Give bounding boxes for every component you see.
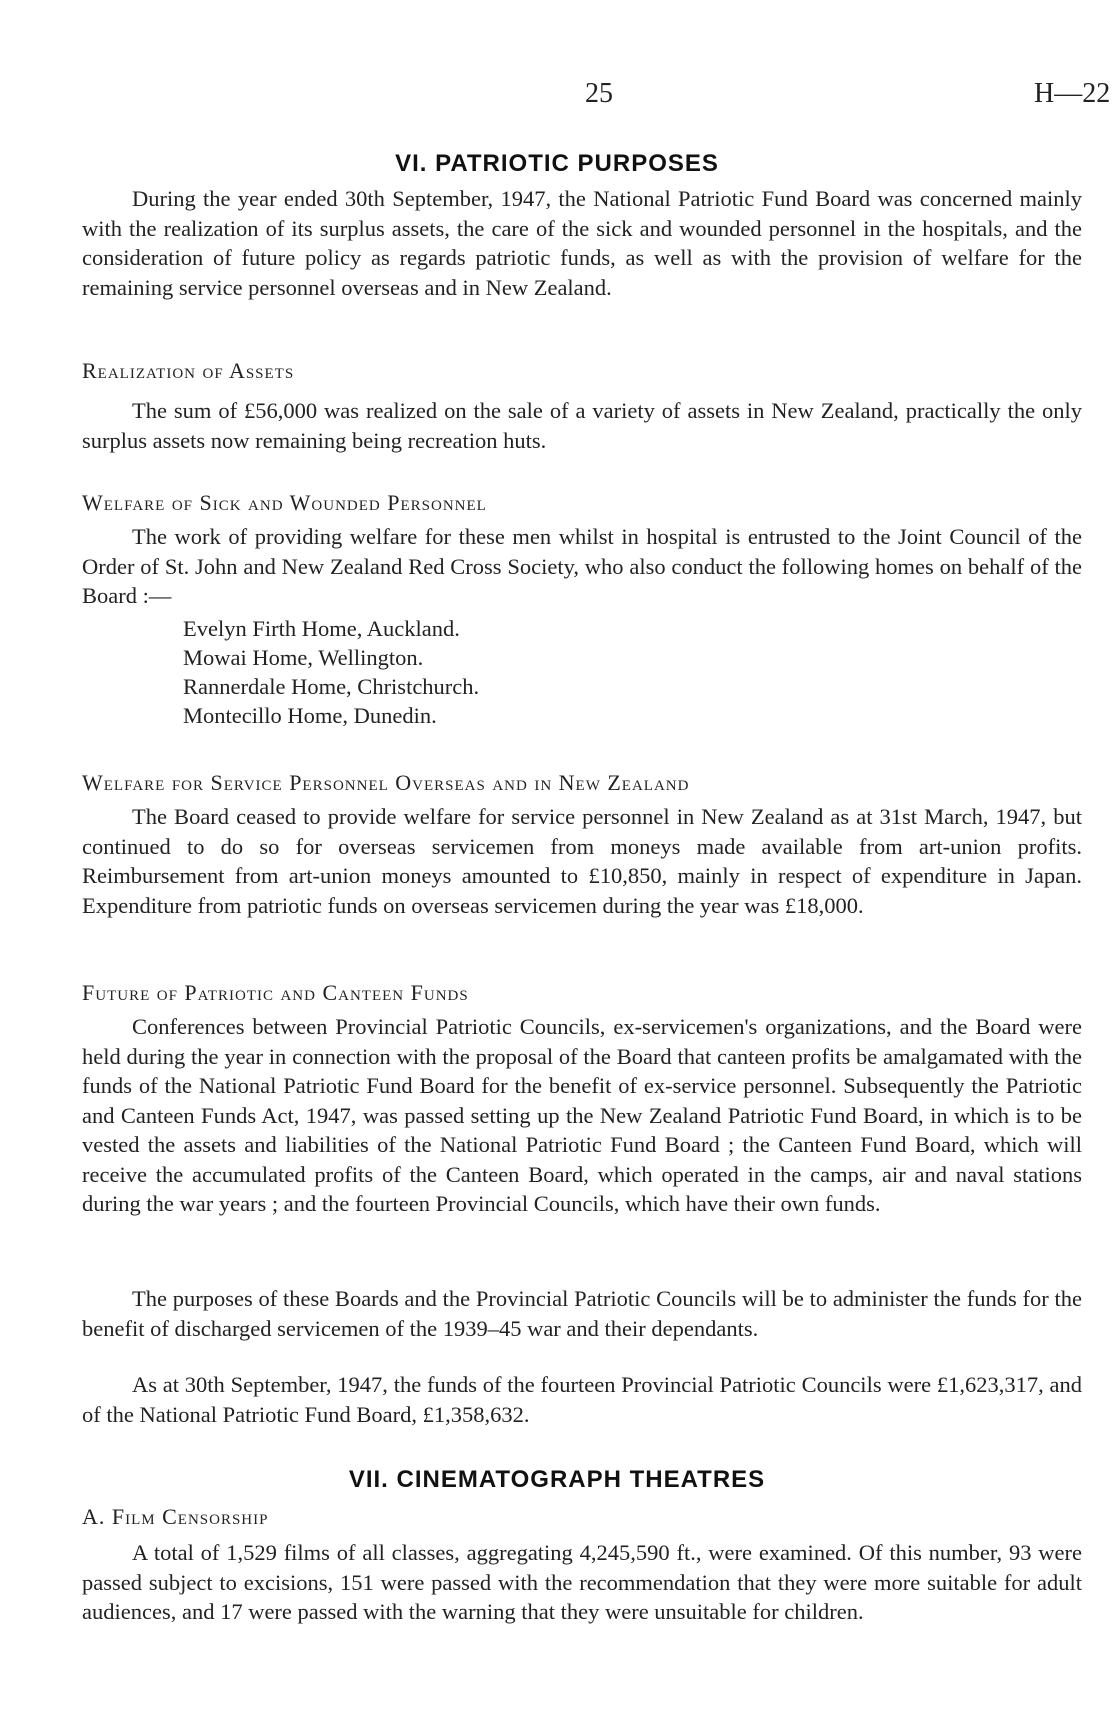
list-item: Evelyn Firth Home, Auckland. [183, 616, 460, 641]
future-funds-paragraph: As at 30th September, 1947, the funds of the fourteen Provincial Patriotic Councils were £1,623,317, and of the National Patriotic Fund Board, £1,358,632. [82, 1372, 1082, 1427]
future-funds-paragraph: Conferences between Provincial Patriotic Councils, ex-servicemen's organizations, and the Board were held during the year in connection with the proposal of the Board that canteen profits be amalgamated with the funds of the National Patriotic Fund Board for the benefit of ex-service personnel. Subsequently the Patriotic and Canteen Funds Act, 1947, was passed setting up the New Zealand Patriotic Fund Board, in which is to be vested the assets and liabilities of the National Patriotic Fund Board ; the Canteen Fund Board, which will receive the accumulated profits of the Canteen Board, which operated in the camps, air and naval stations during the war years ; and the fourteen Provincial Councils, which have their own funds. [82, 1014, 1082, 1216]
page-number: 25 [585, 78, 613, 109]
section-vi-title: VI. PATRIOTIC PURPOSES [395, 150, 719, 177]
welfare-sick-heading: Welfare of Sick and Wounded Personnel [82, 490, 487, 515]
future-funds-paragraph: The purposes of these Boards and the Provincial Patriotic Councils will be to administer the funds for the benefit of discharged servicemen of the 1939–45 war and their dependants. [82, 1286, 1082, 1341]
list-item: Rannerdale Home, Christchurch. [183, 674, 480, 699]
film-censorship-heading: A. Film Censorship [82, 1504, 269, 1529]
film-censorship-text: A total of 1,529 films of all classes, aggregating 4,245,590 ft., were examined. Of this number, 93 were passed subject to excisions, 151 were passed with the recommendation that they were more suitable for adult audiences, and 17 were passed with the warning that they were unsuitable for children. [82, 1540, 1082, 1624]
document-reference: H—22 [1034, 78, 1111, 109]
list-item: Mowai Home, Wellington. [183, 645, 424, 670]
list-item: Montecillo Home, Dunedin. [183, 703, 437, 728]
realization-text: The sum of £56,000 was realized on the sale of a variety of assets in New Zealand, practically the only surplus assets now remaining being recreation huts. [82, 398, 1082, 453]
future-funds-heading: Future of Patriotic and Canteen Funds [82, 980, 469, 1005]
section-vi-intro: During the year ended 30th September, 1947, the National Patriotic Fund Board was concerned mainly with the realization of its surplus assets, the care of the sick and wounded personnel in the hospitals, and the consideration of future policy as regards patriotic funds, as well as with the provision of welfare for the remaining service personnel overseas and in New Zealand. [82, 186, 1082, 300]
welfare-service-heading: Welfare for Service Personnel Overseas and in New Zealand [82, 770, 690, 795]
realization-heading: Realization of Assets [82, 358, 295, 383]
welfare-service-text: The Board ceased to provide welfare for service personnel in New Zealand as at 31st March, 1947, but continued to do so for overseas servicemen from moneys made available from art-union profits. Reimbursement from art-union moneys amounted to £10,850, mainly in respect of expenditure in Japan. Expenditure from patriotic funds on overseas servicemen during the year was £18,000. [82, 804, 1082, 918]
section-vii-title: VII. CINEMATOGRAPH THEATRES [348, 1466, 766, 1493]
homes-list [183, 614, 479, 730]
welfare-sick-text: The work of providing welfare for these men whilst in hospital is entrusted to the Joint Council of the Order of St. John and New Zealand Red Cross Society, who also conduct the following homes on behalf of the Board :— [82, 524, 1082, 608]
